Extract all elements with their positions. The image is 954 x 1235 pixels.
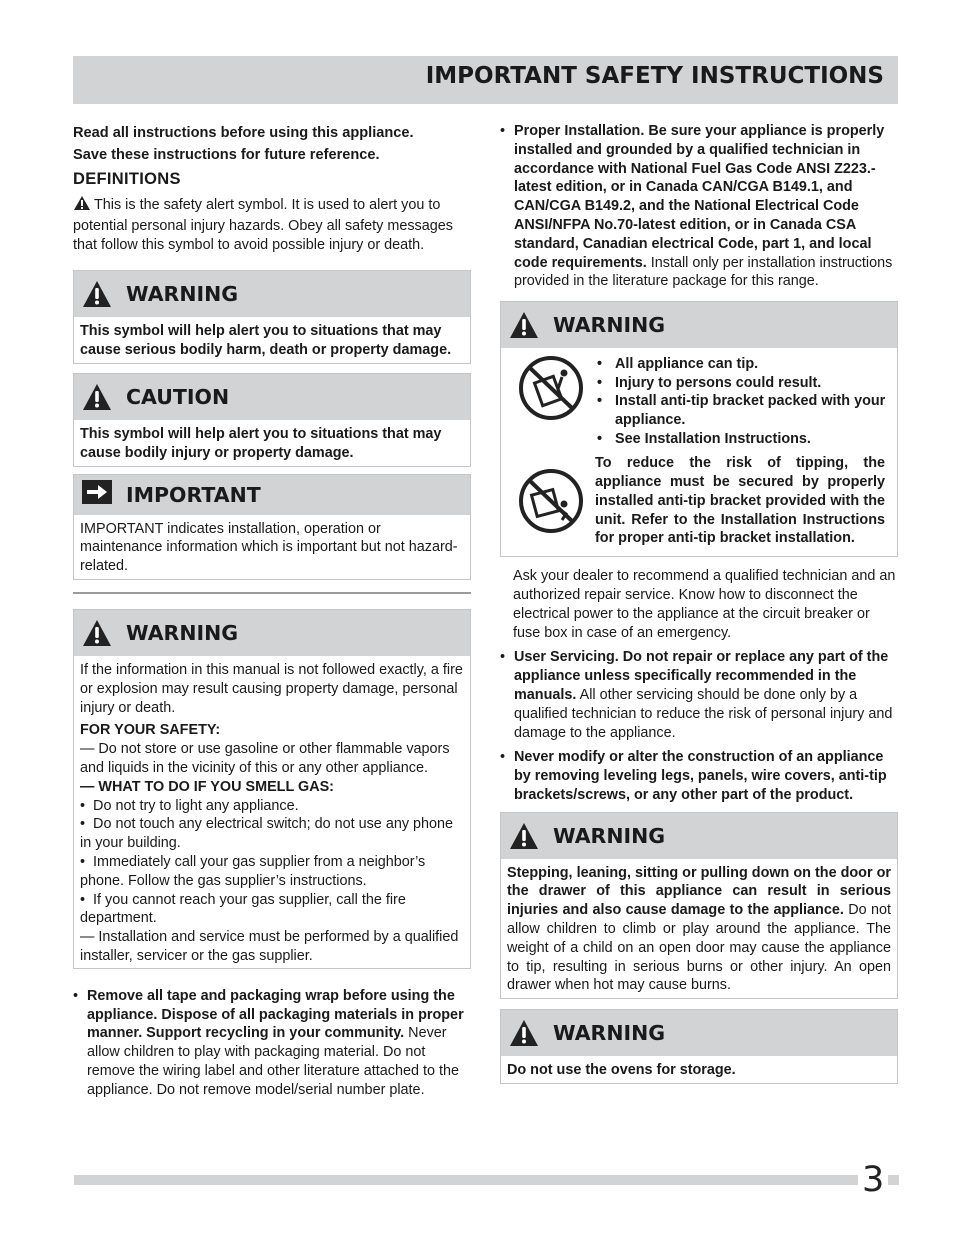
important-definition-header <box>74 475 470 515</box>
definitions-heading: DEFINITIONS <box>73 170 181 188</box>
gas-bullet-item: • Do not try to light any appliance. <box>80 797 299 814</box>
storage-warning-header <box>501 1010 897 1056</box>
page-number: 3 <box>858 1160 888 1200</box>
section-divider <box>73 592 471 594</box>
caution-definition-text: This symbol will help alert you to situations that may cause bodily injury or property damage. <box>80 425 442 461</box>
tip-bullet-item: • Install anti-tip bracket packed with your appliance. <box>597 393 886 428</box>
tip-bullet-item: • All appliance can tip. <box>597 356 759 373</box>
small-alert-icon <box>73 195 91 217</box>
warning-label: WARNING <box>553 823 666 848</box>
warning-label: WARNING <box>126 620 239 645</box>
gas-bullet-item: • Do not touch any electrical switch; do not use any phone in your building. <box>80 816 454 852</box>
safety-text: — Do not store or use gasoline or other flammable vapors and liquids in the vicinity of this or any other appliance. <box>80 741 450 776</box>
safety-heading: FOR YOUR SAFETY: <box>80 722 221 739</box>
gas-bullet-item: • If you cannot reach your gas supplier, call the fire department. <box>80 891 406 927</box>
tip-warning-body <box>501 348 897 556</box>
alert-triangle-icon <box>82 619 112 647</box>
page-header <box>73 56 898 104</box>
door-warning-text: Stepping, leaning, sitting or pulling down on the door or the drawer of this appliance can result in serious injuries and also cause damage to the appliance. Do not allow children to climb or play around the appliance. The weight of a child on an open door may cause the appliance to tip, resulting in serious burns or other injury. An open drawer when hot may cause burns. <box>507 864 891 994</box>
no-climbing-icon <box>507 454 595 548</box>
gas-warning-header <box>74 610 470 656</box>
warning-label: WARNING <box>553 313 666 338</box>
important-definition-box <box>73 474 471 580</box>
warning-definition-text: This symbol will help alert you to situations that may cause serious bodily harm, death or property damage. <box>80 323 452 359</box>
warning-definition-box <box>73 270 471 364</box>
proper-installation-item: • Proper Installation. Be sure your appliance is properly installed and grounded by a qualified technician in accordance with National Fuel Gas Code ANSI Z223.-latest edition, or in Canada CAN/CGA B149.1, and CAN/CGA B149.2, and the National Electrical Code ANSI/NFPA No.70-latest edition, or in Canada CSA standard, Canadian electrical Code, part 1, and local code requirements. Install only per installation instructions provided in the literature package for this range. <box>500 123 893 290</box>
gas-warning-body <box>74 656 470 968</box>
page-title: IMPORTANT SAFETY INSTRUCTIONS <box>425 63 884 89</box>
user-servicing-item: • User Servicing. Do not repair or replace any part of the appliance unless specifically recommended in the manuals. All other servicing should be done only by a qualified technician to reduce the risk of personal injury and damage to the appliance. <box>500 649 893 741</box>
right-column <box>500 122 898 1084</box>
alert-triangle-icon <box>509 1019 539 1047</box>
important-definition-text: IMPORTANT indicates installation, operation or maintenance information which is important but not hazard-related. <box>80 520 458 575</box>
dealer-text: Ask your dealer to recommend a qualified technician and an authorized repair service. Know how to disconnect the electrical power to the appliance at the circuit breaker or fuse box in case of an emergency. <box>513 568 896 641</box>
caution-label: CAUTION <box>126 384 230 409</box>
remove-tape-item: • Remove all tape and packaging wrap before using the appliance. Dispose of all packaging materials in proper manner. Support recycling in your community. Never allow children to play with packaging material. Do not remove the wiring label and other literature attached to the appliance. Do not remove model/serial number plate. <box>73 987 464 1098</box>
gas-warning-intro: If the information in this manual is not followed exactly, a fire or explosion may result causing property damage, personal injury or death. <box>80 661 463 716</box>
no-tipping-icon <box>507 355 595 448</box>
door-warning-header <box>501 813 897 859</box>
alert-triangle-icon <box>509 822 539 850</box>
tip-bullets <box>595 355 891 448</box>
tip-warning-header <box>501 302 897 348</box>
gas-bullet-item: • Immediately call your gas supplier from a neighbor’s phone. Follow the gas supplier’s instructions. <box>80 853 426 889</box>
warning-label: WARNING <box>553 1021 666 1046</box>
intro-line-2: Save these instructions for future reference. <box>73 147 380 163</box>
installation-closing: — Installation and service must be performed by a qualified installer, servicer or the gas supplier. <box>80 929 459 964</box>
storage-warning-text: Do not use the ovens for storage. <box>507 1062 736 1079</box>
tip-row-1 <box>507 355 891 448</box>
left-column <box>73 122 471 1100</box>
tip-bullet-item: • See Installation Instructions. <box>597 430 811 447</box>
definitions-text: This is the safety alert symbol. It is used to alert you to potential personal injury hazards. Obey all safety messages that follow this symbol to avoid possible injury or death. <box>73 197 453 253</box>
right-arrow-icon <box>82 480 112 509</box>
storage-warning-box <box>500 1009 898 1084</box>
smell-gas-heading: — WHAT TO DO IF YOU SMELL GAS: <box>80 778 334 795</box>
tip-warning-box <box>500 301 898 557</box>
tip-warning-text: To reduce the risk of tipping, the appliance must be secured by properly installed anti-tip bracket provided with the unit. Refer to the Installation Instructions for proper anti-tip bracket installation. <box>595 455 885 547</box>
warning-definition-header <box>74 271 470 317</box>
caution-definition-box <box>73 373 471 467</box>
page-footer-bar <box>74 1175 899 1185</box>
alert-triangle-icon <box>82 383 112 411</box>
warning-label: WARNING <box>126 282 239 307</box>
door-warning-box <box>500 812 898 1000</box>
gas-warning-box <box>73 609 471 969</box>
intro-line-1: Read all instructions before using this appliance. <box>73 125 414 141</box>
alert-triangle-icon <box>509 311 539 339</box>
alert-triangle-icon <box>82 280 112 308</box>
caution-definition-header <box>74 374 470 420</box>
tip-row-2 <box>507 454 891 548</box>
important-label: IMPORTANT <box>126 482 261 507</box>
never-modify-item: • Never modify or alter the construction of an appliance by removing leveling legs, panels, wire covers, anti-tip brackets/screws, or any other part of the product. <box>500 749 887 803</box>
tip-bullet-item: • Injury to persons could result. <box>597 374 822 391</box>
